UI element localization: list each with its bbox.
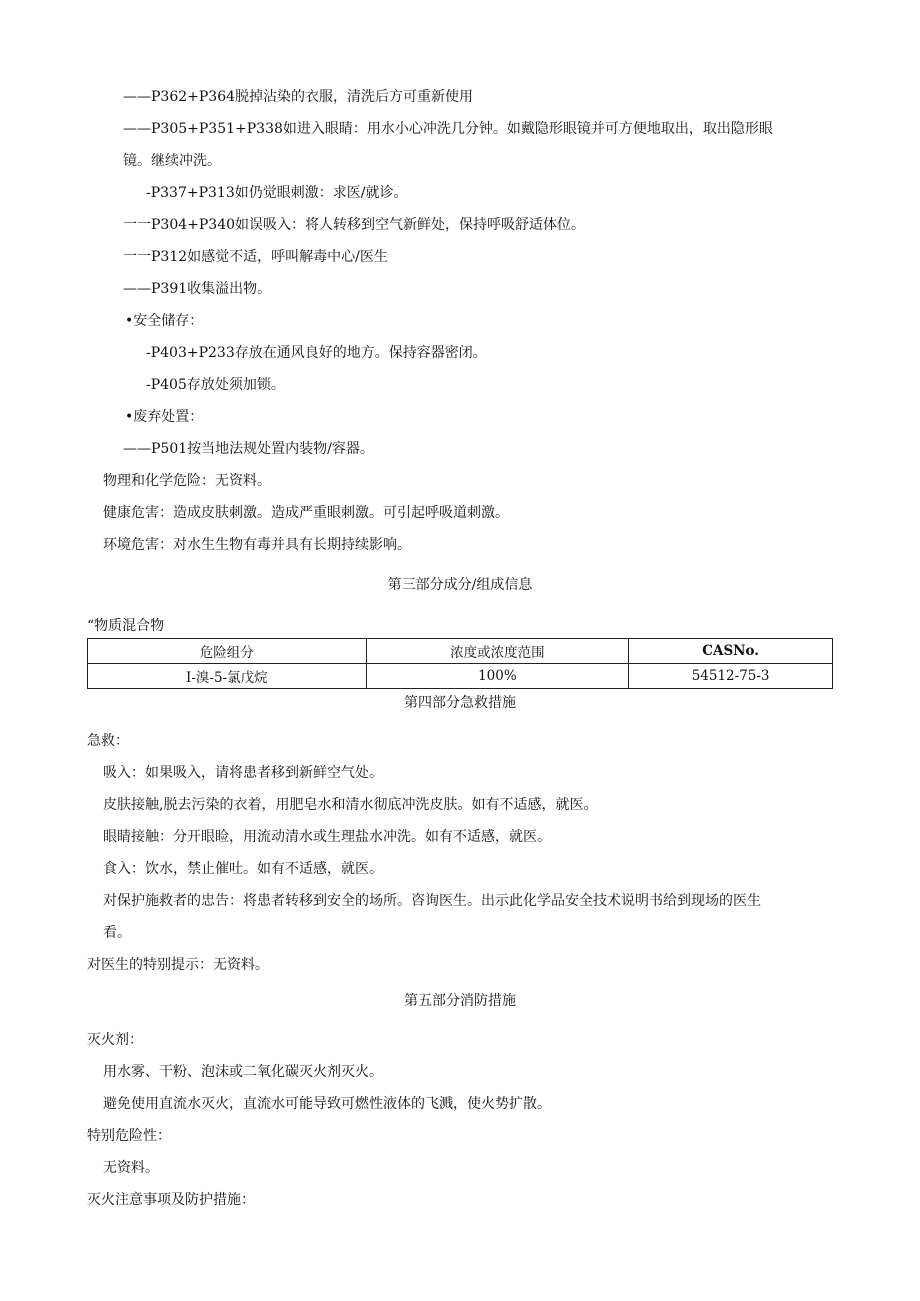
substance-type: “物质混合物 [87,618,165,634]
precaution-p501: ——P501按当地法规处置内装物/容器。 [123,441,374,457]
section3-title: 第三部分成分/组成信息 [387,577,533,593]
physical-hazard: 物理和化学危险：无资料。 [103,473,271,489]
first-aid-eye: 眼睛接触：分开眼睑，用流动清水或生理盐水冲洗。如有不适感，就医。 [103,829,551,845]
precaution-p391: ——P391收集溢出物。 [123,281,272,297]
disposal-heading: •废弃处置： [125,409,204,425]
precaution-p403-p233: -P403+P233存放在通风良好的地方。保持容器密闭。 [146,345,487,361]
table-row [88,664,833,689]
rescuer-advice-line1: 对保护施救者的忠告：将患者转移到安全的场所。咨询医生。出示此化学品安全技术说明书给到现场的医生 [103,893,761,909]
precaution-p312: 一一P312如感觉不适，呼叫解毒中心/医生 [123,249,388,265]
first-aid-heading: 急救： [87,733,129,749]
precaution-p405: -P405存放处须加锁。 [146,377,285,393]
storage-heading: •安全储存： [125,313,204,329]
health-hazard: 健康危害：造成皮肤刺激。造成严重眼刺激。可引起呼吸道刺激。 [103,505,509,521]
precaution-p337-p313: -P337+P313如仍觉眼刺激：求医/就诊。 [146,185,408,201]
precaution-p305-line1: ——P305+P351+P338如进入眼睛：用水小心冲洗几分钟。如戴隐形眼镜并可方便地取出，取出隐形眼 [123,121,773,137]
precaution-p305-line2: 镜。继续冲洗。 [123,153,221,169]
extinguisher-heading: 灭火剂： [87,1032,143,1048]
header-component: 危险组分 [88,639,367,664]
environment-hazard: 环境危害：对水生生物有毒并具有长期持续影响。 [103,537,411,553]
first-aid-skin: 皮肤接触,脱去污染的衣着，用肥皂水和清水彻底冲洗皮肤。如有不适感，就医。 [103,797,598,813]
doctor-note: 对医生的特别提示：无资料。 [87,957,269,973]
first-aid-inhalation: 吸入：如果吸入，请将患者移到新鲜空气处。 [103,765,383,781]
section5-title: 第五部分消防措施 [404,993,516,1009]
section4-title: 第四部分急救措施 [404,695,516,711]
avoid-water-jet-text: 避免使用直流水灭火，直流水可能导致可燃性液体的飞溅，使火势扩散。 [103,1096,551,1112]
table-header-row [88,639,833,664]
cell-concentration: 100% [366,664,629,689]
precaution-p362-p364: ——P362+P364脱掉沾染的衣服，清洗后方可重新使用 [123,89,474,105]
cell-cas: 54512-75-3 [629,664,833,689]
firefighting-precautions-heading: 灭火注意事项及防护措施： [87,1192,255,1208]
header-concentration: 浓度或浓度范围 [366,639,629,664]
special-hazard-text: 无资料。 [103,1160,159,1176]
cell-component: I-溴-5-氯戊烷 [88,664,367,689]
first-aid-ingestion: 食入：饮水，禁止催吐。如有不适感，就医。 [103,861,383,877]
precaution-p304-p340: 一一P304+P340如误吸入：将人转移到空气新鲜处，保持呼吸舒适体位。 [123,217,586,233]
special-hazard-heading: 特别危险性： [87,1128,171,1144]
rescuer-advice-line2: 看。 [103,925,131,941]
extinguisher-text: 用水雾、干粉、泡沫或二氧化碳灭火剂灭火。 [103,1064,383,1080]
composition-table [87,638,833,689]
header-cas: CASNo. [629,639,833,664]
